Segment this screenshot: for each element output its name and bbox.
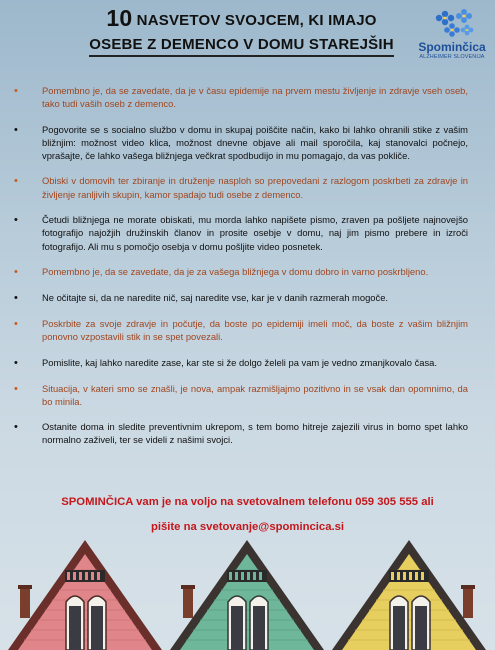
logo-name: Spominčica <box>418 40 486 54</box>
bullet-icon: • <box>14 265 18 278</box>
tip-item <box>14 356 468 370</box>
bullet-icon: • <box>14 382 18 395</box>
yellow-house <box>332 540 486 650</box>
tip-item <box>14 382 468 409</box>
tip-item <box>14 317 468 344</box>
tip-text: Četudi bližnjega ne morate obiskati, mu morda lahko napišete pismo, zraven pa pošljete najnovejšo fotografijo najožjih družinskih članov in prosite osebje v domu, naj jim pismo prebere in izroči fotografijo. Ali mu s pomočjo osebja v domu pošljite video posnetek. <box>42 214 468 252</box>
title-line-2: OSEBE Z DEMENCO V DOMU STAREJŠIH <box>89 35 394 57</box>
tip-item <box>14 84 468 111</box>
tip-item <box>14 123 468 163</box>
title-number: 10 <box>106 5 133 31</box>
tip-text: Ne očitajte si, da ne naredite nič, saj naredite vse, kar je v danih razmerah mogoče. <box>42 291 389 303</box>
tip-item <box>14 213 468 253</box>
forget-me-not-flower-icon <box>427 8 477 40</box>
tips-list <box>14 84 468 459</box>
bullet-icon: • <box>14 356 18 369</box>
tip-item <box>14 291 468 305</box>
tip-text: Ostanite doma in sledite preventivnim ukrepom, s tem bomo hitreje zajezili virus in bomo spet lahko normalno zaživeli, ter se videli z našimi svojci. <box>42 421 468 446</box>
tip-text: Obiski v domovih ter zbiranje in druženje nasploh so prepovedani z razlogom poskrbeti za zdravje in življenje ranljivih skupin, kamor spadajo tudi osebe z demenco. <box>42 175 468 200</box>
tip-text: Pomislite, kaj lahko naredite zase, kar ste si že dolgo želeli pa vam je vedno zmanjkovalo časa. <box>42 356 437 368</box>
tip-item <box>14 420 468 447</box>
bullet-icon: • <box>14 123 18 136</box>
logo-subtitle: ALZHEIMER SLOVENIJA <box>419 54 485 60</box>
three-house-roofs-illustration <box>0 530 495 650</box>
bullet-icon: • <box>14 214 18 227</box>
pink-house <box>8 540 162 650</box>
tip-text: Situacija, v kateri smo se znašli, je nova, ampak razmišljajmo pozitivno in se vsak dan opomnimo, da bo minila. <box>42 382 468 407</box>
contact-phone-line: SPOMINČICA vam je na voljo na svetovalnem telefonu 059 305 555 ali <box>61 496 434 508</box>
tip-item <box>14 174 468 201</box>
tip-text: Pogovorite se s socialno službo v domu in skupaj poiščite način, kako bi lahko ohranili stike z vašim bližnjim: možnost video klica, možnost dnevne objave ali mail sporočila, kaj stanovalci počnejo, vprašajte, če lahko vašega bližnjega večkrat spodbudijo in mu pomagajo, da vas pokliče. <box>42 123 468 162</box>
bullet-icon: • <box>14 421 18 434</box>
green-house <box>170 540 324 650</box>
spomincica-logo <box>417 8 487 61</box>
tip-text: Poskrbite za svoje zdravje in počutje, da boste po epidemiji imeli moč, da boste z vašim bližnjim ponovno vzpostavili stik in se spet povezali. <box>42 317 468 343</box>
tip-text: Pomembno je, da se zavedate, da je za vašega bližnjega v domu dobro in varno poskrbljeno. <box>42 265 429 277</box>
contact-email-line: pišite na svetovanje@spomincica.si <box>150 521 345 533</box>
tip-text: Pomembno je, da se zavedate, da je v času epidemije na prvem mestu življenje in zdravje vseh oseb, tako tudi vaših oseb z demenco. <box>42 85 468 110</box>
title-line-1-text: NASVETOV SVOJCEM, KI IMAJO <box>132 12 377 29</box>
bullet-icon: • <box>14 85 18 97</box>
tip-item <box>14 265 468 279</box>
bullet-icon: • <box>14 175 18 188</box>
bullet-icon: • <box>14 291 18 304</box>
bullet-icon: • <box>14 317 18 330</box>
